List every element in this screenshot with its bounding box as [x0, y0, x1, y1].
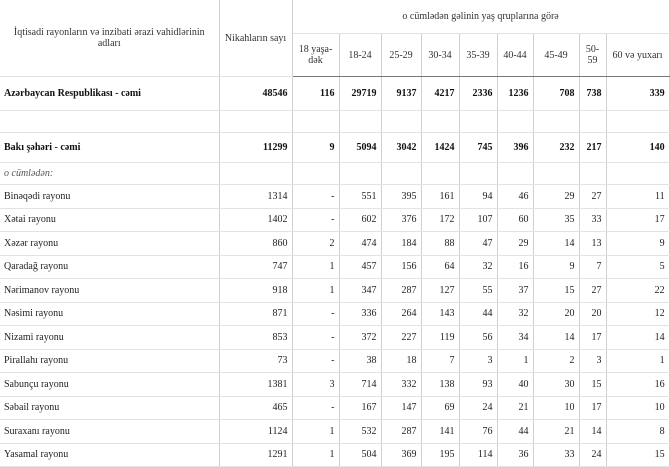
age-group-value-cell: 20 [533, 302, 579, 326]
age-group-value-cell: 13 [579, 232, 606, 256]
age-group-value-cell: 3 [579, 349, 606, 373]
age-group-value-cell: 551 [339, 185, 381, 209]
age-group-value-cell: 1 [606, 349, 669, 373]
region-name-cell: o cümlədən: [0, 163, 219, 185]
age-group-value-cell: - [292, 349, 339, 373]
age-group-value-cell: 14 [533, 232, 579, 256]
age-group-value-cell: 227 [381, 326, 421, 350]
age-group-value-cell: 217 [579, 133, 606, 163]
region-name-cell: Azərbaycan Respublikası - cəmi [0, 77, 219, 111]
age-group-value-cell: 38 [339, 349, 381, 373]
marriage-count-cell: 918 [219, 279, 292, 303]
table-row [0, 443, 669, 467]
age-group-header: 18 yaşa-dək [292, 34, 339, 77]
age-group-value-cell: 69 [421, 396, 459, 420]
age-group-value-cell [292, 111, 339, 133]
age-group-header: 30-34 [421, 34, 459, 77]
age-group-value-cell: 474 [339, 232, 381, 256]
region-name-cell: Xəzər rayonu [0, 232, 219, 256]
age-group-value-cell: 32 [497, 302, 533, 326]
age-group-value-cell: 141 [421, 420, 459, 444]
table-row [0, 302, 669, 326]
age-group-value-cell: 24 [579, 443, 606, 467]
table-row [0, 396, 669, 420]
age-group-value-cell [459, 111, 497, 133]
age-group-value-cell: 3 [459, 349, 497, 373]
age-group-value-cell: 55 [459, 279, 497, 303]
age-group-value-cell: 14 [533, 326, 579, 350]
age-group-value-cell: - [292, 302, 339, 326]
marriage-count-cell: 1402 [219, 208, 292, 232]
age-group-value-cell: 2336 [459, 77, 497, 111]
age-group-value-cell [533, 163, 579, 185]
age-group-value-cell: 27 [579, 185, 606, 209]
age-group-value-cell [292, 163, 339, 185]
marriage-count-cell: 1381 [219, 373, 292, 397]
age-group-value-cell: 1 [292, 420, 339, 444]
age-group-value-cell [381, 163, 421, 185]
age-group-value-cell: 36 [497, 443, 533, 467]
table-row [0, 420, 669, 444]
age-group-value-cell: 56 [459, 326, 497, 350]
age-group-value-cell: 34 [497, 326, 533, 350]
age-group-value-cell [381, 111, 421, 133]
age-group-value-cell: 3042 [381, 133, 421, 163]
age-group-value-cell: 372 [339, 326, 381, 350]
age-group-value-cell: 1424 [421, 133, 459, 163]
age-group-value-cell: 44 [497, 420, 533, 444]
age-group-value-cell: 116 [292, 77, 339, 111]
marriage-count-cell: 465 [219, 396, 292, 420]
age-group-value-cell: 127 [421, 279, 459, 303]
age-group-value-cell: 9137 [381, 77, 421, 111]
age-group-value-cell: 20 [579, 302, 606, 326]
age-group-value-cell: - [292, 326, 339, 350]
age-group-value-cell [533, 111, 579, 133]
age-group-value-cell: 27 [579, 279, 606, 303]
age-group-value-cell: 37 [497, 279, 533, 303]
region-name-cell: Qaradağ rayonu [0, 255, 219, 279]
age-group-value-cell: 161 [421, 185, 459, 209]
region-name-cell: Nəsimi rayonu [0, 302, 219, 326]
age-group-value-cell: 347 [339, 279, 381, 303]
marriage-count-cell [219, 111, 292, 133]
age-group-value-cell: 143 [421, 302, 459, 326]
age-group-value-cell: 88 [421, 232, 459, 256]
age-group-value-cell: 24 [459, 396, 497, 420]
age-group-header: 25-29 [381, 34, 421, 77]
marriage-count-cell [219, 163, 292, 185]
age-group-value-cell: 29 [533, 185, 579, 209]
region-name-cell: Səbail rayonu [0, 396, 219, 420]
region-name-cell: Xətai rayonu [0, 208, 219, 232]
age-group-value-cell [497, 163, 533, 185]
marriage-count-header: Nikahların sayı [219, 0, 292, 77]
age-group-value-cell: 119 [421, 326, 459, 350]
age-group-value-cell: 9 [606, 232, 669, 256]
region-name-cell: Nərimanov rayonu [0, 279, 219, 303]
region-name-cell: Pirallahı rayonu [0, 349, 219, 373]
age-group-value-cell: 532 [339, 420, 381, 444]
age-group-value-cell [339, 111, 381, 133]
region-name-cell: Bakı şəhəri - cəmi [0, 133, 219, 163]
age-group-value-cell: - [292, 208, 339, 232]
table-row [0, 279, 669, 303]
age-group-value-cell: 107 [459, 208, 497, 232]
marriage-count-cell: 1314 [219, 185, 292, 209]
age-group-value-cell: 5 [606, 255, 669, 279]
age-group-value-cell: 30 [533, 373, 579, 397]
age-group-value-cell: 15 [533, 279, 579, 303]
bride-age-group-header: o cümlədən gəlinin yaş qruplarına görə [292, 0, 669, 34]
age-group-value-cell: 64 [421, 255, 459, 279]
age-group-value-cell: 12 [606, 302, 669, 326]
marriage-count-cell: 747 [219, 255, 292, 279]
age-group-value-cell: 457 [339, 255, 381, 279]
table-row [0, 208, 669, 232]
age-group-value-cell: 40 [497, 373, 533, 397]
age-group-value-cell: 195 [421, 443, 459, 467]
region-name-cell [0, 111, 219, 133]
age-group-value-cell: - [292, 396, 339, 420]
region-name-header: İqtisadi rayonların və inzibati ərazi vahidlərinin adları [0, 0, 219, 77]
table-row [0, 349, 669, 373]
marriage-count-cell: 1124 [219, 420, 292, 444]
age-group-value-cell: 32 [459, 255, 497, 279]
age-group-value-cell: 76 [459, 420, 497, 444]
age-group-value-cell: 9 [292, 133, 339, 163]
age-group-value-cell: 738 [579, 77, 606, 111]
age-group-value-cell [339, 163, 381, 185]
age-group-value-cell: 602 [339, 208, 381, 232]
age-group-value-cell: 714 [339, 373, 381, 397]
age-group-value-cell: 29 [497, 232, 533, 256]
age-group-value-cell: 16 [606, 373, 669, 397]
marriage-count-cell: 871 [219, 302, 292, 326]
age-group-value-cell: 7 [421, 349, 459, 373]
age-group-value-cell: 35 [533, 208, 579, 232]
marriage-count-cell: 11299 [219, 133, 292, 163]
table-row [0, 255, 669, 279]
table-row [0, 326, 669, 350]
marriage-count-cell: 860 [219, 232, 292, 256]
table-row [0, 232, 669, 256]
age-group-value-cell [606, 111, 669, 133]
age-group-value-cell: 17 [579, 326, 606, 350]
age-group-value-cell: 745 [459, 133, 497, 163]
age-group-value-cell: 33 [533, 443, 579, 467]
age-group-value-cell [606, 163, 669, 185]
age-group-value-cell: 504 [339, 443, 381, 467]
age-group-value-cell: 94 [459, 185, 497, 209]
age-group-value-cell [579, 111, 606, 133]
age-group-header: 18-24 [339, 34, 381, 77]
age-group-value-cell: 21 [533, 420, 579, 444]
total-row [0, 77, 669, 111]
region-name-cell: Binəqədi rayonu [0, 185, 219, 209]
age-group-value-cell: 156 [381, 255, 421, 279]
age-group-value-cell: 395 [381, 185, 421, 209]
age-group-value-cell: 264 [381, 302, 421, 326]
age-group-header: 35-39 [459, 34, 497, 77]
marriage-count-cell: 48546 [219, 77, 292, 111]
age-group-value-cell: 46 [497, 185, 533, 209]
age-group-value-cell: 172 [421, 208, 459, 232]
age-group-value-cell: 22 [606, 279, 669, 303]
age-group-value-cell: 44 [459, 302, 497, 326]
age-group-value-cell: 138 [421, 373, 459, 397]
age-group-value-cell [579, 163, 606, 185]
age-group-header: 45-49 [533, 34, 579, 77]
age-group-value-cell: 1 [292, 279, 339, 303]
age-group-value-cell: 4217 [421, 77, 459, 111]
region-name-cell: Suraxanı rayonu [0, 420, 219, 444]
age-group-value-cell: 1 [292, 255, 339, 279]
header-row-1 [0, 0, 669, 34]
age-group-value-cell: 11 [606, 185, 669, 209]
region-name-cell: Nizami rayonu [0, 326, 219, 350]
age-group-value-cell: 18 [381, 349, 421, 373]
age-group-value-cell: 16 [497, 255, 533, 279]
age-group-value-cell: 336 [339, 302, 381, 326]
age-group-value-cell: 60 [497, 208, 533, 232]
age-group-value-cell: 33 [579, 208, 606, 232]
region-name-cell: Sabunçu rayonu [0, 373, 219, 397]
age-group-value-cell: 167 [339, 396, 381, 420]
table-row [0, 185, 669, 209]
age-group-value-cell: 287 [381, 420, 421, 444]
age-group-value-cell: 232 [533, 133, 579, 163]
age-group-value-cell: 29719 [339, 77, 381, 111]
age-group-value-cell: 708 [533, 77, 579, 111]
age-group-value-cell: 21 [497, 396, 533, 420]
age-group-value-cell: 147 [381, 396, 421, 420]
age-group-value-cell: 15 [606, 443, 669, 467]
age-group-value-cell: 332 [381, 373, 421, 397]
age-group-value-cell [421, 111, 459, 133]
age-group-value-cell: 1 [497, 349, 533, 373]
age-group-value-cell: 14 [579, 420, 606, 444]
age-group-value-cell: 15 [579, 373, 606, 397]
region-name-cell: Yasamal rayonu [0, 443, 219, 467]
age-group-value-cell: 7 [579, 255, 606, 279]
age-group-value-cell: 8 [606, 420, 669, 444]
age-group-value-cell: 47 [459, 232, 497, 256]
marriage-count-cell: 73 [219, 349, 292, 373]
table-body [0, 77, 669, 467]
age-group-value-cell [421, 163, 459, 185]
age-group-value-cell: 2 [533, 349, 579, 373]
age-group-value-cell: 1 [292, 443, 339, 467]
age-group-value-cell: 339 [606, 77, 669, 111]
age-group-header: 40-44 [497, 34, 533, 77]
subheading-row [0, 163, 669, 185]
age-group-value-cell: 17 [606, 208, 669, 232]
marriage-count-cell: 1291 [219, 443, 292, 467]
age-group-value-cell: 287 [381, 279, 421, 303]
age-group-value-cell: 2 [292, 232, 339, 256]
age-group-value-cell: 369 [381, 443, 421, 467]
table-row [0, 373, 669, 397]
age-group-value-cell: 14 [606, 326, 669, 350]
age-group-value-cell: 10 [606, 396, 669, 420]
city-total-row [0, 133, 669, 163]
age-group-value-cell: 140 [606, 133, 669, 163]
age-group-header: 50-59 [579, 34, 606, 77]
age-group-value-cell: 10 [533, 396, 579, 420]
spacer-row [0, 111, 669, 133]
age-group-value-cell [459, 163, 497, 185]
age-group-value-cell: - [292, 185, 339, 209]
age-group-value-cell: 1236 [497, 77, 533, 111]
age-group-value-cell: 9 [533, 255, 579, 279]
age-group-value-cell: 114 [459, 443, 497, 467]
age-group-value-cell: 5094 [339, 133, 381, 163]
age-group-value-cell: 376 [381, 208, 421, 232]
age-group-value-cell: 396 [497, 133, 533, 163]
marriage-count-cell: 853 [219, 326, 292, 350]
age-group-value-cell: 3 [292, 373, 339, 397]
age-group-header: 60 və yuxarı [606, 34, 669, 77]
age-group-value-cell: 17 [579, 396, 606, 420]
age-group-value-cell: 184 [381, 232, 421, 256]
age-group-value-cell: 93 [459, 373, 497, 397]
age-group-value-cell [497, 111, 533, 133]
